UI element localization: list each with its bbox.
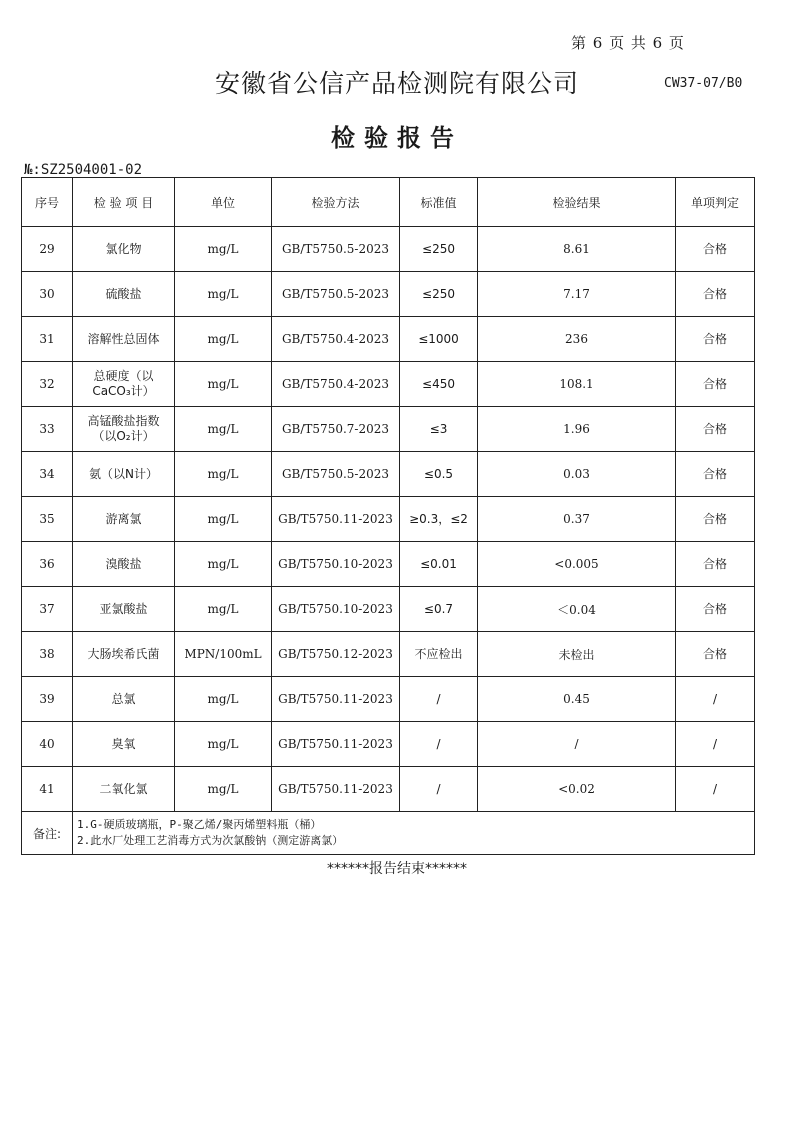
unit: mg/L: [175, 452, 272, 497]
verdict: /: [676, 722, 755, 767]
verdict: 合格: [676, 452, 755, 497]
table-row: [22, 317, 755, 362]
test-item: [73, 317, 175, 362]
standard-value: /: [400, 677, 478, 722]
test-method: GB/T5750.11-2023: [272, 722, 400, 767]
standard-value: ≤0.7: [400, 587, 478, 632]
row-number: 32: [22, 362, 73, 407]
column-header-method: 检验方法: [272, 178, 400, 227]
test-item: [73, 407, 175, 452]
test-item: [73, 677, 175, 722]
column-header-unit: 单位: [175, 178, 272, 227]
test-result: 8.61: [478, 227, 676, 272]
table-row: [22, 677, 755, 722]
table-header-row: [22, 178, 755, 227]
standard-value: ≤1000: [400, 317, 478, 362]
test-item: [73, 452, 175, 497]
test-item: [73, 362, 175, 407]
row-number: 39: [22, 677, 73, 722]
document-title: 检验报告: [331, 124, 463, 152]
unit: mg/L: [175, 722, 272, 767]
table-row: [22, 407, 755, 452]
table-row: [22, 272, 755, 317]
standard-value: ≤0.01: [400, 542, 478, 587]
unit: mg/L: [175, 227, 272, 272]
verdict: 合格: [676, 362, 755, 407]
verdict: 合格: [676, 632, 755, 677]
column-header-standard: 标准值: [400, 178, 478, 227]
test-result: 未检出: [478, 632, 676, 677]
unit: mg/L: [175, 362, 272, 407]
remarks-label: 备注:: [22, 812, 73, 855]
test-item-line: 氯化物: [105, 241, 142, 256]
test-method: GB/T5750.5-2023: [272, 452, 400, 497]
test-method: GB/T5750.4-2023: [272, 362, 400, 407]
table-row: [22, 452, 755, 497]
verdict: 合格: [676, 587, 755, 632]
standard-value: ≤450: [400, 362, 478, 407]
standard-value: 不应检出: [400, 632, 478, 677]
test-item-line: 大肠埃希氏菌: [87, 646, 160, 661]
test-result: 236: [478, 317, 676, 362]
table-row: [22, 587, 755, 632]
test-result: 0.45: [478, 677, 676, 722]
test-method: GB/T5750.11-2023: [272, 767, 400, 812]
verdict: 合格: [676, 227, 755, 272]
test-result: 0.37: [478, 497, 676, 542]
test-item-line: 溶解性总固体: [87, 331, 160, 346]
table-row: [22, 497, 755, 542]
test-item-subline: CaCO₃计）: [92, 384, 155, 398]
row-number: 38: [22, 632, 73, 677]
verdict: /: [676, 767, 755, 812]
unit: mg/L: [175, 677, 272, 722]
test-item: [73, 767, 175, 812]
page-number: 第 6 页 共 6 页: [571, 34, 685, 52]
results-table: [21, 177, 755, 855]
standard-value: ≤0.5: [400, 452, 478, 497]
test-method: GB/T5750.4-2023: [272, 317, 400, 362]
table-row: [22, 542, 755, 587]
column-header-item: 检 验 项 目: [73, 178, 175, 227]
report-end-marker: ******报告结束******: [327, 861, 467, 877]
test-item-line: 硫酸盐: [105, 286, 142, 301]
column-header-no: 序号: [22, 178, 73, 227]
row-number: 30: [22, 272, 73, 317]
report-number: №:SZ2504001-02: [24, 162, 143, 178]
unit: mg/L: [175, 767, 272, 812]
row-number: 36: [22, 542, 73, 587]
test-method: GB/T5750.7-2023: [272, 407, 400, 452]
standard-value: ≤250: [400, 227, 478, 272]
test-item-line: 游离氯: [105, 511, 142, 526]
standard-value: /: [400, 722, 478, 767]
unit: mg/L: [175, 587, 272, 632]
test-method: GB/T5750.10-2023: [272, 542, 400, 587]
remark-line: 1.G-硬质玻璃瓶，P-聚乙烯/聚丙烯塑料瓶（桶）: [77, 818, 322, 831]
test-item-line: 二氧化氯: [99, 781, 148, 796]
unit: MPN/100mL: [175, 632, 272, 677]
standard-value: ≥0.3，≤2: [400, 497, 478, 542]
test-item-subline: （以O₂计）: [92, 429, 155, 443]
test-item: [73, 227, 175, 272]
test-result: ＜0.04: [478, 587, 676, 632]
test-result: /: [478, 722, 676, 767]
test-item: [73, 632, 175, 677]
test-result: 1.96: [478, 407, 676, 452]
row-number: 41: [22, 767, 73, 812]
unit: mg/L: [175, 542, 272, 587]
results-body: [22, 227, 755, 812]
organization-name: 安徽省公信产品检测院有限公司: [214, 69, 579, 98]
verdict: 合格: [676, 542, 755, 587]
table-row: [22, 767, 755, 812]
unit: mg/L: [175, 272, 272, 317]
table-row: [22, 722, 755, 767]
test-result: 0.03: [478, 452, 676, 497]
column-header-result: 检验结果: [478, 178, 676, 227]
unit: mg/L: [175, 497, 272, 542]
test-item: [73, 497, 175, 542]
row-number: 35: [22, 497, 73, 542]
test-item-line: 臭氧: [111, 736, 136, 751]
test-method: GB/T5750.11-2023: [272, 497, 400, 542]
row-number: 34: [22, 452, 73, 497]
test-item-line: 溴酸盐: [105, 556, 142, 571]
verdict: /: [676, 677, 755, 722]
test-method: GB/T5750.12-2023: [272, 632, 400, 677]
remark-line: 2.此水厂处理工艺消毒方式为次氯酸钠（测定游离氯）: [77, 834, 344, 847]
row-number: 31: [22, 317, 73, 362]
test-item: [73, 542, 175, 587]
test-item-line: 总氯: [111, 691, 136, 706]
test-result: <0.005: [478, 542, 676, 587]
verdict: 合格: [676, 317, 755, 362]
test-item-line: 亚氯酸盐: [99, 601, 148, 616]
test-item: [73, 272, 175, 317]
standard-value: ≤3: [400, 407, 478, 452]
test-result: <0.02: [478, 767, 676, 812]
test-result: 108.1: [478, 362, 676, 407]
test-item-line: 氨（以N计）: [89, 466, 158, 481]
test-method: GB/T5750.11-2023: [272, 677, 400, 722]
verdict: 合格: [676, 407, 755, 452]
form-code: CW37-07/B0: [664, 76, 743, 91]
unit: mg/L: [175, 317, 272, 362]
verdict: 合格: [676, 497, 755, 542]
table-row: [22, 227, 755, 272]
test-item: [73, 722, 175, 767]
remarks-row: [22, 812, 755, 855]
test-item-line: 高锰酸盐指数: [87, 414, 160, 428]
row-number: 40: [22, 722, 73, 767]
standard-value: /: [400, 767, 478, 812]
test-method: GB/T5750.5-2023: [272, 272, 400, 317]
test-item-line: 总硬度（以: [93, 369, 154, 383]
row-number: 29: [22, 227, 73, 272]
test-result: 7.17: [478, 272, 676, 317]
test-item: [73, 587, 175, 632]
row-number: 33: [22, 407, 73, 452]
row-number: 37: [22, 587, 73, 632]
unit: mg/L: [175, 407, 272, 452]
test-method: GB/T5750.10-2023: [272, 587, 400, 632]
test-method: GB/T5750.5-2023: [272, 227, 400, 272]
table-row: [22, 632, 755, 677]
table-row: [22, 362, 755, 407]
column-header-verdict: 单项判定: [676, 178, 755, 227]
remarks-text: [73, 812, 755, 855]
standard-value: ≤250: [400, 272, 478, 317]
verdict: 合格: [676, 272, 755, 317]
